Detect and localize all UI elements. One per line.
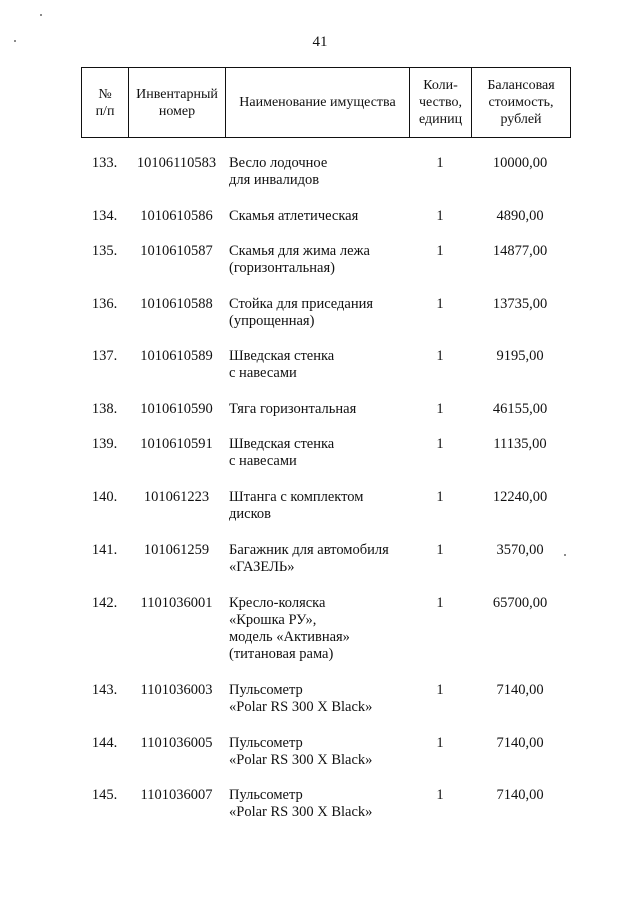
row-quantity: 1 (436, 682, 444, 698)
table-row (81, 436, 571, 470)
row-quantity: 1 (436, 489, 444, 505)
row-cost: 7140,00 (496, 787, 544, 803)
row-name: Тяга горизонтальная (229, 401, 357, 417)
row-cost: 11135,00 (493, 436, 547, 452)
table-row (81, 401, 571, 418)
row-name: Весло лодочное для инвалидов (229, 155, 328, 188)
row-cost: 46155,00 (492, 401, 548, 417)
row-num: 144. (91, 735, 118, 751)
row-name: Пульсометр «Polar RS 300 X Black» (229, 735, 373, 768)
row-inventory: 1010610587 (140, 243, 213, 259)
row-name: Шведская стенка с навесами (229, 436, 335, 469)
row-quantity: 1 (436, 787, 444, 803)
row-num: 139. (91, 436, 118, 452)
row-inventory: 101061223 (143, 489, 210, 505)
scan-speck (40, 14, 42, 16)
row-cost: 9195,00 (496, 348, 544, 364)
row-cost: 65700,00 (492, 595, 548, 611)
header-num: № п/п (82, 68, 129, 137)
row-num: 136. (91, 296, 118, 312)
header-quantity: Коли- чество, единиц (410, 68, 472, 137)
row-cost: 12240,00 (492, 489, 548, 505)
row-name: Кресло-коляска «Крошка РУ», модель «Активная» (титановая рама) (229, 595, 350, 662)
row-inventory: 1010610588 (140, 296, 213, 312)
row-name: Штанга с комплектом дисков (229, 489, 364, 522)
row-inventory: 1101036005 (140, 735, 213, 751)
row-quantity: 1 (436, 542, 444, 558)
row-num: 145. (91, 787, 118, 803)
row-inventory: 1010610586 (140, 208, 213, 224)
row-quantity: 1 (436, 348, 444, 364)
row-num: 141. (91, 542, 118, 558)
row-num: 135. (91, 243, 118, 259)
row-quantity: 1 (436, 595, 444, 611)
table-row (81, 542, 571, 576)
table-header (81, 67, 571, 138)
table-row (81, 787, 571, 821)
row-num: 137. (91, 348, 118, 364)
row-name: Шведская стенка с навесами (229, 348, 335, 381)
table-row (81, 682, 571, 716)
row-inventory: 1101036003 (140, 682, 213, 698)
row-quantity: 1 (436, 243, 444, 259)
table-row (81, 489, 571, 523)
header-cost: Балансовая стоимость, рублей (487, 78, 555, 127)
table-row (81, 155, 571, 189)
row-inventory: 1101036007 (140, 787, 213, 803)
row-inventory: 101061259 (143, 542, 210, 558)
row-num: 134. (91, 208, 118, 224)
row-inventory: 10106110583 (136, 155, 217, 171)
row-inventory: 1101036001 (140, 595, 213, 611)
row-cost: 7140,00 (496, 682, 544, 698)
row-inventory: 1010610589 (140, 348, 213, 364)
table-row (81, 735, 571, 769)
row-quantity: 1 (436, 296, 444, 312)
row-cost: 3570,00 (496, 542, 544, 558)
row-quantity: 1 (436, 155, 444, 171)
row-quantity: 1 (436, 436, 444, 452)
row-cost: 13735,00 (492, 296, 548, 312)
row-quantity: 1 (436, 735, 444, 751)
row-name: Скамья атлетическая (229, 208, 359, 224)
row-inventory: 1010610591 (140, 436, 213, 452)
row-num: 140. (91, 489, 118, 505)
page-number: 41 (312, 34, 328, 50)
row-cost: 14877,00 (492, 243, 548, 259)
header-inventory: Инвентарный номер (129, 68, 226, 137)
row-quantity: 1 (436, 208, 444, 224)
row-name: Стойка для приседания (упрощенная) (229, 296, 374, 329)
row-inventory: 1010610590 (140, 401, 213, 417)
table-row (81, 296, 571, 330)
row-name: Пульсометр «Polar RS 300 X Black» (229, 682, 373, 715)
row-cost: 10000,00 (492, 155, 548, 171)
table-row (81, 595, 571, 663)
row-cost: 4890,00 (496, 208, 544, 224)
table-row (81, 243, 571, 277)
row-name: Скамья для жима лежа (горизонтальная) (229, 243, 370, 276)
table-row (81, 348, 571, 382)
row-num: 143. (91, 682, 118, 698)
header-name: Наименование имущества (226, 68, 410, 137)
row-name: Пульсометр «Polar RS 300 X Black» (229, 787, 373, 820)
row-num: 133. (91, 155, 118, 171)
table-row (81, 208, 571, 225)
row-quantity: 1 (436, 401, 444, 417)
row-num: 142. (91, 595, 118, 611)
row-num: 138. (91, 401, 118, 417)
row-name: Багажник для автомобиля «ГАЗЕЛЬ» (229, 542, 389, 575)
row-cost: 7140,00 (496, 735, 544, 751)
